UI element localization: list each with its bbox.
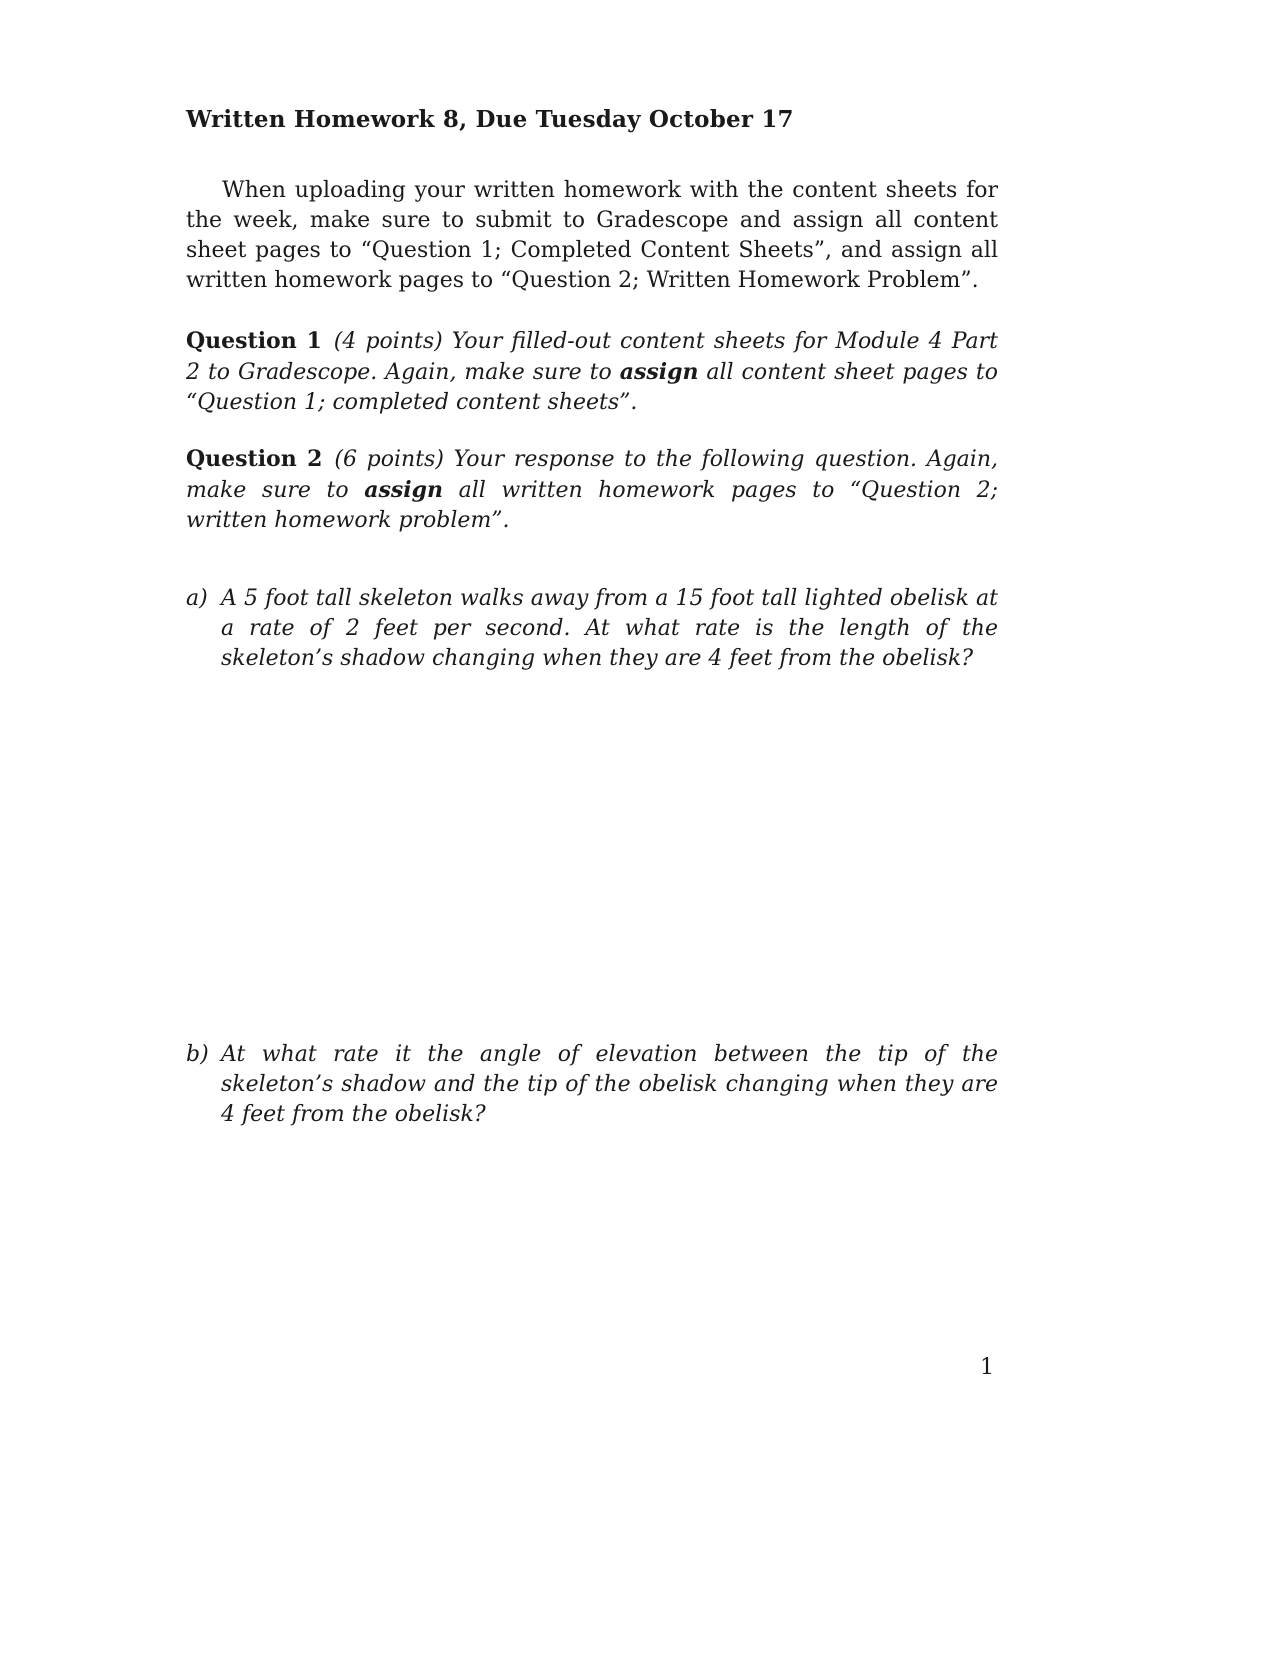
- question-2-text-after: all written homework pages to “Question 2; written homework problem”.: [186, 478, 998, 533]
- part-b: [186, 1040, 998, 1130]
- question-1-emphasis: assign: [619, 359, 699, 385]
- question-1-label: Question 1: [186, 328, 322, 354]
- question-2: [186, 444, 998, 536]
- page-title: Written Homework 8, Due Tuesday October 17: [186, 106, 794, 133]
- question-1-text-before: (4 points) Your filled-out content sheets for Module 4 Part 2 to Gradescope. Again, make sure to: [186, 329, 998, 385]
- part-b-text: At what rate it the angle of elevation between the tip of the skeleton’s shadow and the tip of the obelisk changing when they are 4 feet from the obelisk?: [221, 1042, 998, 1127]
- part-b-label: b): [186, 1042, 209, 1067]
- question-2-label: Question 2: [186, 446, 323, 472]
- question-1: [186, 326, 998, 418]
- part-a: [186, 584, 998, 674]
- part-a-label: a): [186, 586, 208, 611]
- page-number: 1: [980, 1355, 994, 1380]
- part-a-text: A 5 foot tall skeleton walks away from a 15 foot tall lighted obelisk at a rate of 2 feet per second. At what rate is the length of the skeleton’s shadow changing when they are 4 feet from the obelisk?: [221, 586, 998, 671]
- question-2-emphasis: assign: [364, 477, 443, 503]
- intro-paragraph: When uploading your written homework with the content sheets for the week, make sure to submit to Gradescope and assign all content sheet pages to “Question 1; Completed Content Sheets”, and assign all written homework pages to “Question 2; Written Homework Problem”.: [186, 178, 998, 293]
- question-2-text-before: (6 points) Your response to the following question. Again, make sure to: [186, 447, 998, 503]
- question-1-text-after: all content sheet pages to “Question 1; completed content sheets”.: [186, 360, 999, 415]
